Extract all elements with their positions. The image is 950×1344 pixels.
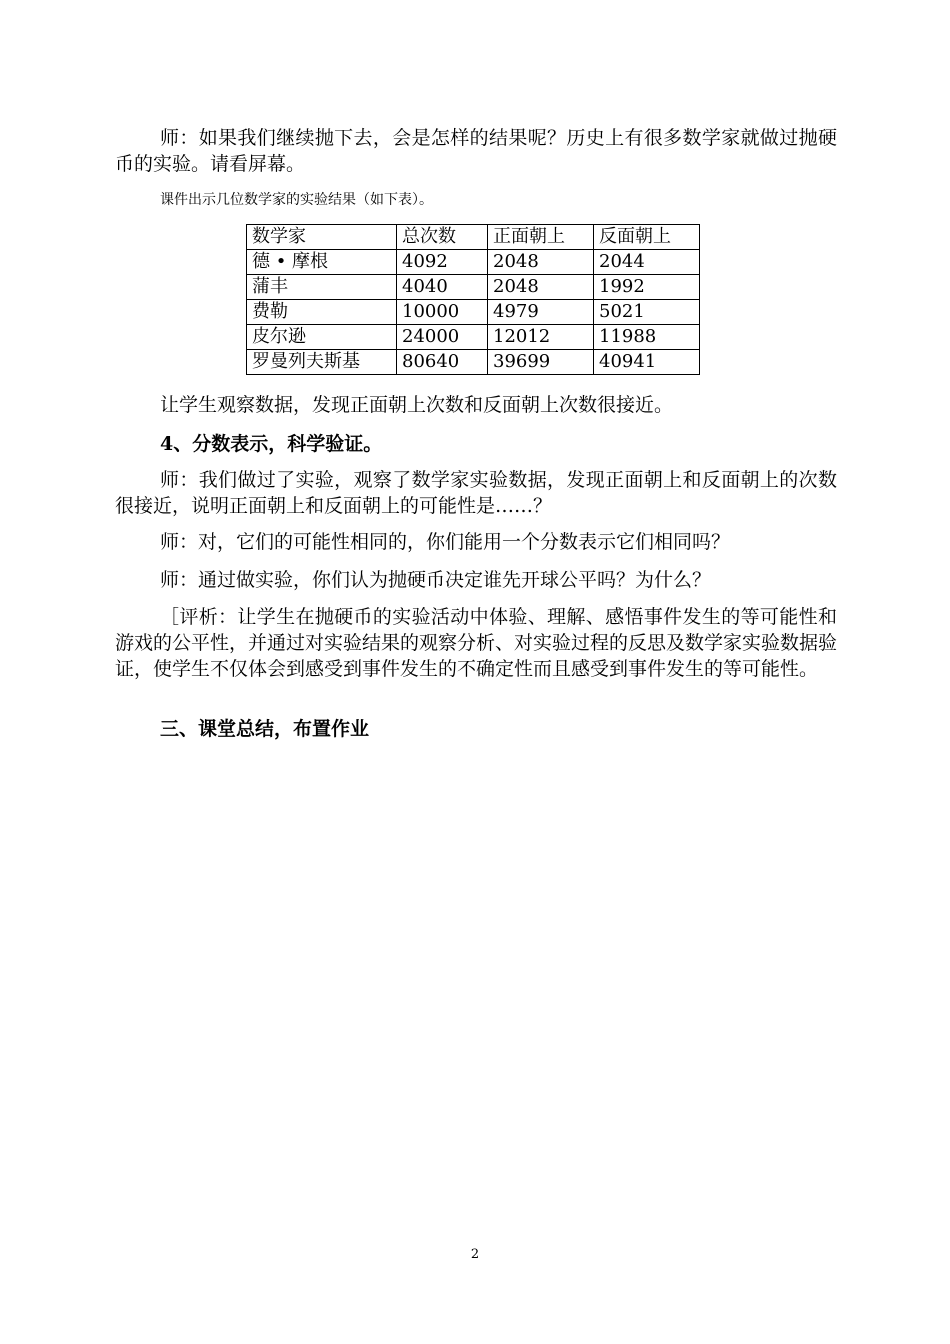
table-cell: 4040	[397, 275, 488, 300]
table-row	[247, 325, 700, 350]
header-cell: 总次数	[397, 225, 488, 250]
table-cell: 10000	[397, 300, 488, 325]
section-heading-summary: 三、课堂总结，布置作业	[160, 718, 370, 740]
paragraph-teacher-3: 师：通过做实验，你们认为抛硬币决定谁先开球公平吗？为什么？	[160, 569, 712, 591]
table-cell: 24000	[397, 325, 488, 350]
table-cell: 12012	[488, 325, 594, 350]
table-cell: 2048	[488, 250, 594, 275]
table-cell: 11988	[594, 325, 700, 350]
table-row	[247, 300, 700, 325]
table-caption: 课件出示几位数学家的实验结果（如下表）。	[160, 192, 433, 208]
header-cell: 数学家	[247, 225, 397, 250]
page-number: 2	[470, 1247, 480, 1262]
table-row	[247, 275, 700, 300]
table-cell: 皮尔逊	[247, 325, 397, 350]
header-cell: 正面朝上	[488, 225, 594, 250]
header-cell: 反面朝上	[594, 225, 700, 250]
table-row	[247, 350, 700, 375]
paragraph-teacher-2: 师：对，它们的可能性相同的，你们能用一个分数表示它们相同吗？	[160, 531, 731, 553]
section-heading-fraction: 4、分数表示，科学验证。	[160, 433, 383, 455]
experiment-results-table	[246, 224, 700, 375]
paragraph-observe: 让学生观察数据，发现正面朝上次数和反面朝上次数很接近。	[160, 394, 674, 416]
table-row	[247, 250, 700, 275]
paragraph-intro: 师：如果我们继续抛下去，会是怎样的结果呢？历史上有很多数学家就做过抛硬币的实验。请看屏幕。	[115, 127, 837, 175]
table-cell: 4979	[488, 300, 594, 325]
paragraph-teacher-1: 师：我们做过了实验，观察了数学家实验数据，发现正面朝上和反面朝上的次数很接近，说明正面朝上和反面朝上的可能性是……？	[115, 469, 837, 517]
table-cell: 罗曼列夫斯基	[247, 350, 397, 375]
table-cell: 4092	[397, 250, 488, 275]
table-cell: 5021	[594, 300, 700, 325]
table-cell: 1992	[594, 275, 700, 300]
table-cell: 蒲丰	[247, 275, 397, 300]
table-cell: 德 • 摩根	[247, 250, 397, 275]
table-cell: 80640	[397, 350, 488, 375]
table-cell: 39699	[488, 350, 594, 375]
table-cell: 费勒	[247, 300, 397, 325]
paragraph-commentary: ［评析：让学生在抛硬币的实验活动中体验、理解、感悟事件发生的等可能性和游戏的公平性，并通过对实验结果的观察分析、对实验过程的反思及数学家实验数据验证，使学生不仅体会到感受到事件发生的不确定性而且感受到事件发生的等可能性。	[115, 606, 838, 680]
table-header-row	[247, 225, 700, 250]
table-cell: 40941	[594, 350, 700, 375]
table-cell: 2048	[488, 275, 594, 300]
table-cell: 2044	[594, 250, 700, 275]
